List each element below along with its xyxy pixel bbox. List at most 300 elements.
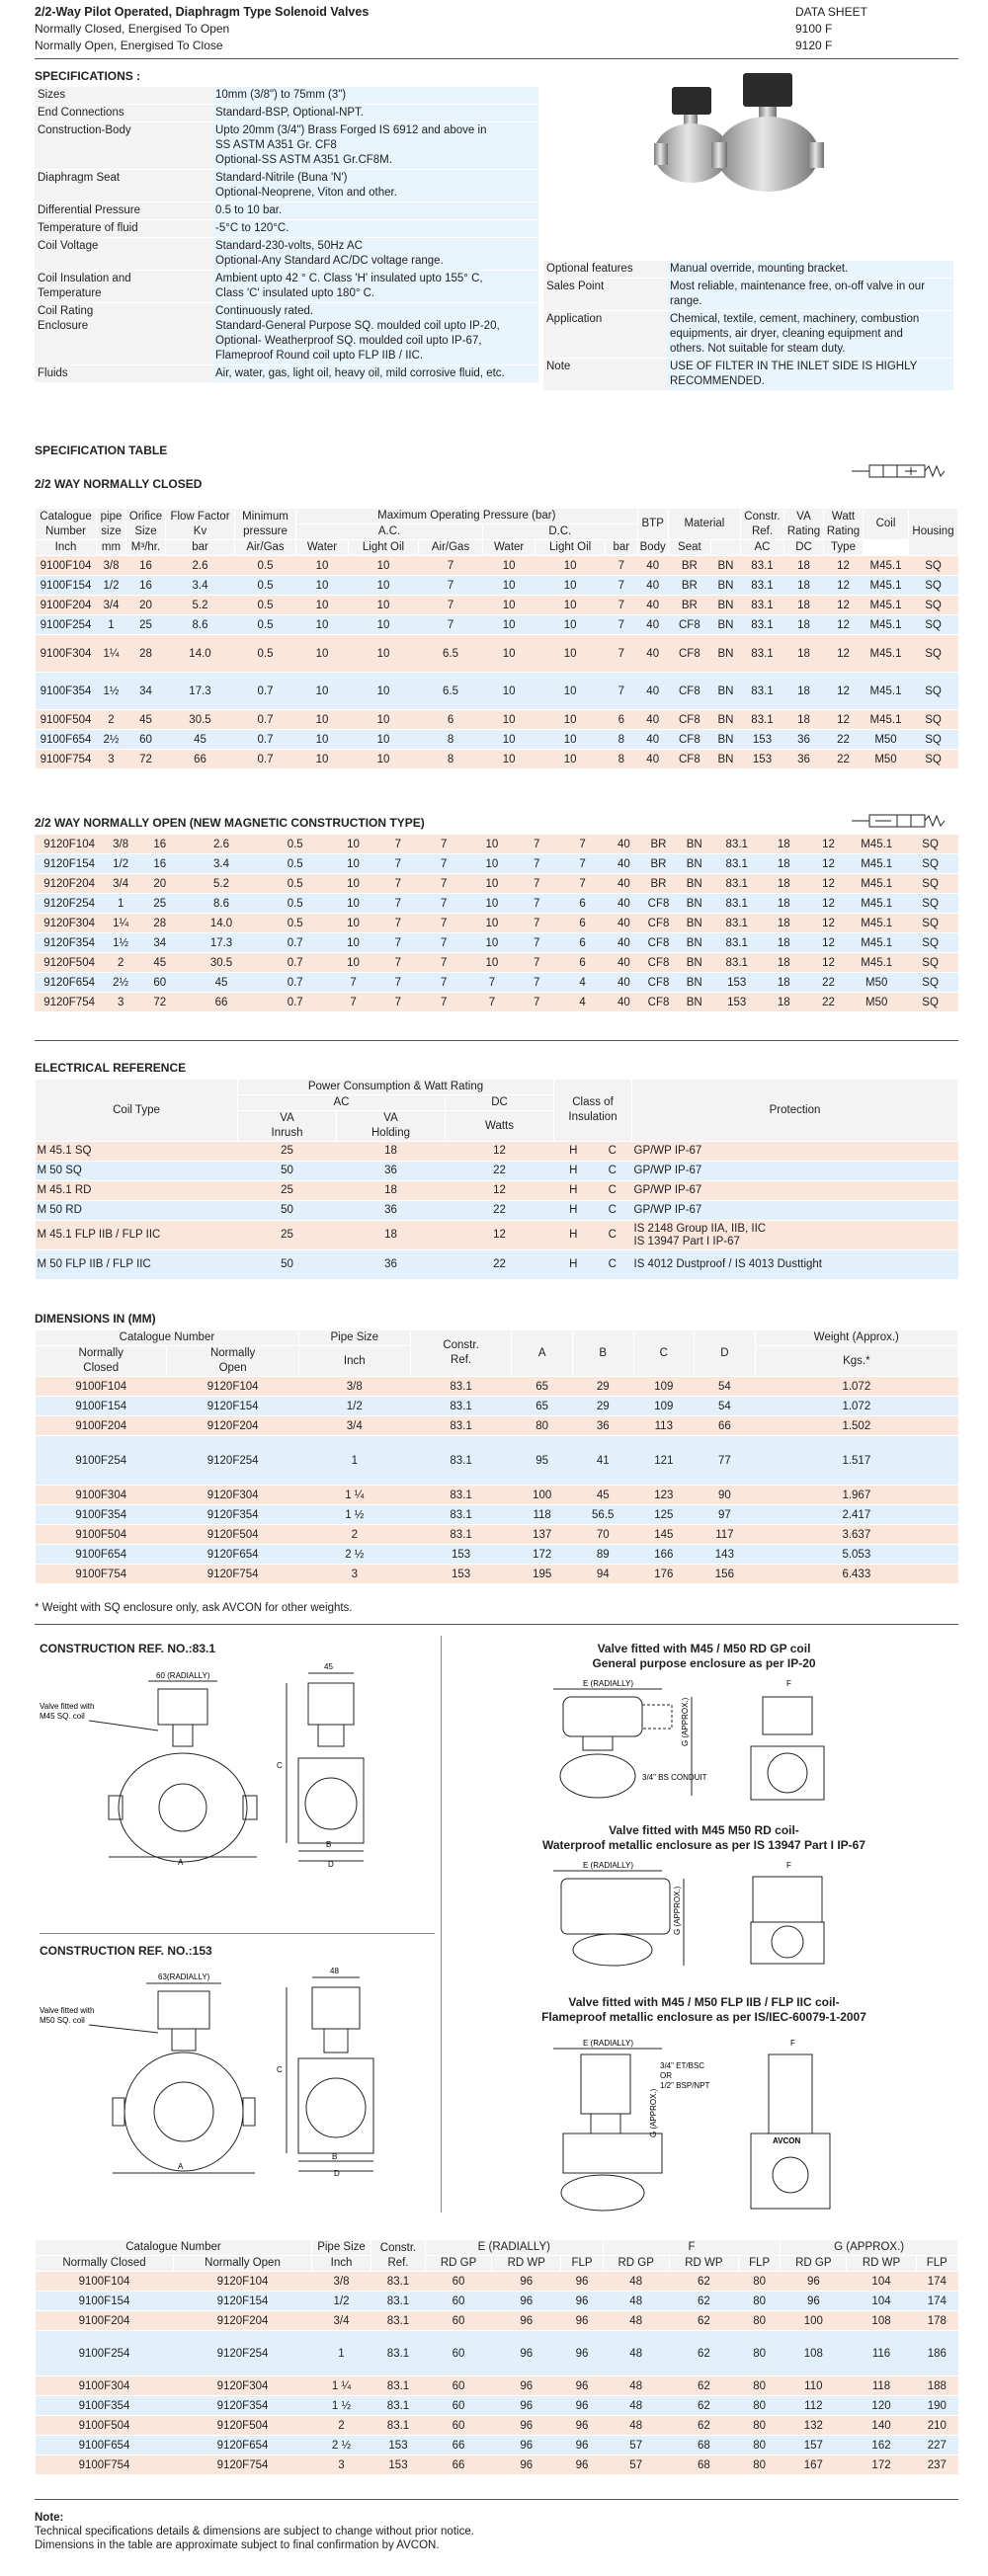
option-row [543,359,953,391]
efg-f-rdgp: RD GP [603,2256,669,2272]
no-row-cell: M45.1 [851,953,902,973]
efg-col-no: Normally Open [174,2256,312,2272]
dims-cell: 156 [695,1565,756,1584]
spec-value: 0.5 to 10 bar. [212,202,538,220]
no-row-cell: SQ [902,933,958,953]
unit-cell: AC [741,540,784,556]
efg-cell: 96 [561,2331,603,2376]
no-row-cell: CF8 [640,973,676,993]
nc-row-cell: 83.1 [741,635,784,673]
col-catalogue: Catalogue Number [36,509,97,540]
spec-key: Fluids [35,365,212,383]
efg-f-rdwp: RD WP [669,2256,738,2272]
spec-table-heading: SPECIFICATION TABLE [35,443,168,457]
datasheet [35,0,958,2551]
unit-cell: Type [824,540,864,556]
nc-row [36,730,958,750]
nc-row-cell: BN [710,673,740,710]
no-row-cell: 9120F354 [35,933,104,953]
e-radially-label-1: E (RADIALLY) [583,1679,633,1688]
nc-row-cell: 10 [483,750,535,769]
nc-row-cell: 10 [349,615,419,635]
efg-cell: 9100F254 [36,2331,174,2376]
no-row-cell: 7 [516,993,558,1012]
nc-row-cell: BN [710,710,740,730]
no-row-cell: 16 [137,835,182,854]
dims-heading: DIMENSIONS IN (MM) [35,1312,156,1326]
no-row-cell: 45 [137,953,182,973]
dims-cell: 9100F154 [36,1397,167,1416]
no-row-cell: 18 [762,854,806,874]
dims-row [36,1486,958,1505]
nc-row-cell: 40 [637,635,668,673]
spec-row [35,271,538,303]
no-row-cell: M45.1 [851,914,902,933]
efg-cell: 104 [847,2272,916,2292]
nc-row-cell: 0.5 [235,576,296,596]
elec-cell: C [593,1201,632,1221]
no-row-cell: 7 [419,953,468,973]
no-row-cell: 7 [376,894,419,914]
dim-d-153: D [334,2169,340,2176]
dims-cell: 77 [695,1436,756,1486]
col-ac: A.C. [296,524,483,540]
no-row-cell: 10 [330,835,377,854]
no-row-cell: 9120F654 [35,973,104,993]
nc-row-cell: 30.5 [166,710,235,730]
no-row-cell: 7 [419,914,468,933]
efg-g-rdwp: RD WP [847,2256,916,2272]
no-row-cell: BN [677,835,712,854]
col-dc: D.C. [483,524,637,540]
efg-cell: 3/4 [312,2311,371,2331]
nc-row-cell: 40 [637,750,668,769]
no-row [35,993,958,1012]
dims-cell: 89 [572,1545,633,1565]
nc-row-cell: 10 [349,750,419,769]
nc-row-cell: 36 [784,730,824,750]
no-row-cell: 7 [376,835,419,854]
elec-cell: 50 [238,1201,337,1221]
efg-cell: 96 [492,2396,561,2416]
unit-cell: bar [166,540,235,556]
elec-col-watts: Watts [446,1111,554,1142]
no-row-cell: 12 [806,874,851,894]
nc-row-cell: 0.5 [235,635,296,673]
efg-cell: 188 [916,2376,957,2396]
no-row-cell: BR [640,874,676,894]
col-orifice: Orifice Size [126,509,166,540]
col-maxop: Maximum Operating Pressure (bar) [296,509,638,524]
no-row-cell: 40 [607,874,640,894]
no-row-cell: 40 [607,894,640,914]
elec-cell: 25 [238,1142,337,1162]
elec-cell: 25 [238,1221,337,1250]
efg-cell: 48 [603,2416,669,2436]
nc-row-cell: 17.3 [166,673,235,710]
efg-f-flp: FLP [739,2256,781,2272]
dims-cell: 118 [512,1505,573,1525]
efg-col-nc: Normally Closed [36,2256,174,2272]
efg-cell: 9120F354 [174,2396,312,2416]
nc-row-cell: 0.7 [235,730,296,750]
unit-cell: Light Oil [349,540,419,556]
efg-cell: 96 [561,2292,603,2311]
no-row-cell: 83.1 [712,953,762,973]
dims-cell: 80 [512,1416,573,1436]
dims-cell: 113 [633,1416,695,1436]
no-row-cell: 7 [516,835,558,854]
no-row-cell: 12 [806,953,851,973]
efg-cell: 1 ¼ [312,2376,371,2396]
nc-row-cell: 10 [535,730,606,750]
nc-row-cell: 18 [784,615,824,635]
spec-value: Ambient upto 42 ° C. Class 'H' insulated upto 155° C, Class 'C' insulated upto 180° C. [212,271,538,303]
nc-row-cell: 9100F504 [36,710,97,730]
no-row-cell: 0.7 [261,953,330,973]
spec-key: Coil Insulation and Temperature [35,271,212,303]
enclosure-flp-drawing [543,2039,899,2214]
col-housing: Housing [909,509,958,556]
col-minp: Minimum pressure [235,509,296,540]
elec-cell: 22 [446,1250,554,1280]
spec-key: Construction-Body [35,122,212,170]
nc-row-cell: 6.5 [418,673,482,710]
radial-60-label: 60 (RADIALLY) [156,1671,210,1680]
nc-row-cell: BN [710,635,740,673]
efg-cell: 62 [669,2331,738,2376]
constr-831-drawing [40,1659,435,1867]
spec-row [35,105,538,122]
nc-row-cell: 10 [349,556,419,576]
dim-a: A [178,1858,184,1867]
doc-type: DATA SHEET [795,5,867,19]
dims-cell: 83.1 [410,1397,512,1416]
elec-cell: IS 4012 Dustproof / IS 4013 Dusttight [632,1250,958,1280]
no-row-cell: M45.1 [851,835,902,854]
efg-cell: 60 [426,2376,492,2396]
elec-row [36,1181,958,1201]
no-row-cell: 10 [468,874,516,894]
dims-cell: 172 [512,1545,573,1565]
dims-cell: 9120F354 [167,1505,298,1525]
brand-mark: AVCON [773,2136,801,2145]
dims-cell: 54 [695,1397,756,1416]
dims-cell: 3/8 [298,1377,410,1397]
nc-row-cell: BN [710,615,740,635]
no-row-cell: 83.1 [712,914,762,933]
dims-cell: 195 [512,1565,573,1584]
no-row-cell: 18 [762,914,806,933]
spec-row [35,303,538,365]
elec-cell: 12 [446,1181,554,1201]
nc-row-cell: 10 [349,596,419,615]
dims-row [36,1416,958,1436]
nc-row-cell: BN [710,596,740,615]
no-row-cell: 0.7 [261,993,330,1012]
no-row-cell: SQ [902,993,958,1012]
no-row-cell: 72 [137,993,182,1012]
efg-cell: 48 [603,2396,669,2416]
efg-cell: 9120F154 [174,2292,312,2311]
nc-row-cell: 18 [784,635,824,673]
no-row-cell: 6 [558,953,608,973]
nc-row-cell: 18 [784,556,824,576]
no-row-cell: 7 [376,973,419,993]
elec-col-coil: Coil Type [36,1080,238,1142]
nc-row-cell: 8 [418,730,482,750]
no-row-cell: 7 [468,973,516,993]
no-row-cell: 7 [419,993,468,1012]
page-header [35,0,958,59]
efg-cell: 96 [492,2331,561,2376]
unit-cell: Inch [36,540,97,556]
nc-row-cell: 40 [637,730,668,750]
efg-cell: 9100F304 [36,2376,174,2396]
efg-cell: 60 [426,2292,492,2311]
nc-row-cell: 16 [126,576,166,596]
elec-cell: GP/WP IP-67 [632,1162,958,1181]
nc-row-cell: 10 [535,556,606,576]
efg-cell: 57 [603,2455,669,2475]
efg-col-e: E (RADIALLY) [426,2240,604,2256]
no-row-cell: 7 [468,993,516,1012]
elec-cell: H [554,1181,594,1201]
dims-cell: 117 [695,1525,756,1545]
no-row-cell: CF8 [640,933,676,953]
efg-cell: 48 [603,2331,669,2376]
nc-row-cell: 40 [637,615,668,635]
elec-cell: 36 [337,1201,446,1221]
dims-row [36,1545,958,1565]
elec-cell: 50 [238,1250,337,1280]
efg-col-constr: Constr. Ref. [371,2240,426,2272]
nc-row-cell: M45.1 [864,556,909,576]
efg-row [36,2396,958,2416]
nc-row-cell: CF8 [668,615,710,635]
dim-d: D [328,1860,334,1867]
efg-cell: 48 [603,2311,669,2331]
no-row-cell: 6 [558,914,608,933]
option-value: Chemical, textile, cement, machinery, combustion equipments, air dryer, cleaning equipment and others. Not suitable for steam duty. [667,311,953,359]
elec-col-class: Class of Insulation [554,1080,632,1142]
dims-cell: 125 [633,1505,695,1525]
nc-row-cell: 7 [606,615,638,635]
dims-cell: 36 [572,1416,633,1436]
efg-cell: 62 [669,2311,738,2331]
spec-row [35,238,538,271]
efg-cell: 210 [916,2416,957,2436]
no-row-cell: 7 [516,933,558,953]
nc-row-cell: 20 [126,596,166,615]
efg-cell: 9100F354 [36,2396,174,2416]
no-row [35,874,958,894]
dims-col-pipe: Pipe Size [298,1330,410,1346]
dim-c-153: C [277,2065,283,2074]
no-row-cell: SQ [902,953,958,973]
dims-cell: 2 ½ [298,1545,410,1565]
efg-row [36,2331,958,2376]
efg-cell: 9120F254 [174,2331,312,2376]
efg-cell: 178 [916,2311,957,2331]
no-row-cell: 4 [558,973,608,993]
option-row [543,279,953,311]
efg-cell: 68 [669,2455,738,2475]
no-row-cell: 2 [104,953,137,973]
spec-row [35,365,538,383]
nc-row-cell: 10 [535,635,606,673]
nc-row-cell: 12 [824,576,864,596]
dims-cell: 2.417 [755,1505,957,1525]
nc-row [36,556,958,576]
no-row-cell: SQ [902,894,958,914]
unit-cell [710,540,740,556]
col-va: VA Rating [784,509,824,540]
dims-col-kgs: Kgs.* [755,1346,957,1377]
efg-col-pipe: Pipe Size [312,2240,371,2256]
enclosure-rd-wp-caption: Valve fitted with M45 M50 RD coil- Waterproof metallic enclosure as per IS 13947 Part I IP-67 [541,1823,866,1852]
options-table [543,261,953,391]
nc-row-cell: 7 [606,673,638,710]
dims-cell: 9120F504 [167,1525,298,1545]
no-row-cell: 12 [806,854,851,874]
unit-cell: M³/hr. [126,540,166,556]
no-row-cell: 2.6 [182,835,260,854]
efg-cell: 96 [781,2292,847,2311]
dims-cell: 83.1 [410,1436,512,1486]
no-row-cell: M45.1 [851,874,902,894]
efg-cell: 62 [669,2416,738,2436]
efg-cell: 9100F154 [36,2292,174,2311]
efg-cell: 62 [669,2396,738,2416]
nc-row-cell: 9100F154 [36,576,97,596]
dim-b-153: B [332,2152,338,2161]
elec-cell: 50 [238,1162,337,1181]
dims-cell: 94 [572,1565,633,1584]
efg-row [36,2376,958,2396]
dims-cell: 109 [633,1397,695,1416]
no-row-cell: 7 [516,914,558,933]
unit-cell: bar [606,540,638,556]
nc-table [35,508,958,769]
nc-row-cell: 153 [741,750,784,769]
no-row-cell: 7 [516,973,558,993]
dims-cell: 9120F104 [167,1377,298,1397]
constr-153-heading: CONSTRUCTION REF. NO.:153 [40,1944,212,1958]
efg-cell: 57 [603,2436,669,2455]
no-row-cell: 10 [468,933,516,953]
f-label-2: F [786,1861,791,1870]
nc-row-cell: 9100F254 [36,615,97,635]
no-row-cell: 7 [330,993,377,1012]
no-row-cell: 3/4 [104,874,137,894]
efg-cell: 96 [561,2376,603,2396]
nc-row-cell: 83.1 [741,596,784,615]
efg-cell: 162 [847,2436,916,2455]
efg-cell: 83.1 [371,2272,426,2292]
dims-cell: 97 [695,1505,756,1525]
no-row-cell: SQ [902,854,958,874]
nc-row-cell: 66 [166,750,235,769]
no-row-cell: CF8 [640,894,676,914]
no-row-cell: 10 [468,914,516,933]
nc-row-cell: M50 [864,730,909,750]
dims-row [36,1436,958,1486]
col-flow: Flow Factor Kv [166,509,235,540]
efg-cell: 118 [847,2376,916,2396]
nc-row-cell: 2.6 [166,556,235,576]
width-48-label: 48 [330,1967,339,1975]
dims-cell: 54 [695,1377,756,1397]
efg-cell: 80 [739,2455,781,2475]
no-row-cell: M45.1 [851,854,902,874]
nc-row-cell: BR [668,556,710,576]
efg-cell: 62 [669,2292,738,2311]
efg-cell: 48 [603,2292,669,2311]
no-row-cell: 45 [182,973,260,993]
efg-cell: 108 [847,2311,916,2331]
no-row-cell: 0.5 [261,894,330,914]
no-row-cell: 1 [104,894,137,914]
nc-row [36,596,958,615]
dims-cell: 45 [572,1486,633,1505]
efg-cell: 96 [561,2416,603,2436]
unit-cell: Air/Gas [418,540,482,556]
no-row-cell: 7 [516,953,558,973]
efg-cell: 96 [561,2311,603,2331]
dims-row [36,1525,958,1545]
efg-cell: 60 [426,2311,492,2331]
nc-row-cell: 83.1 [741,673,784,710]
efg-cell: 172 [847,2455,916,2475]
no-row-cell: 18 [762,894,806,914]
efg-cell: 66 [426,2436,492,2455]
dims-cell: 6.433 [755,1565,957,1584]
dims-col-constr: Constr. Ref. [410,1330,512,1377]
nc-row-cell: 18 [784,710,824,730]
no-row-cell: 9120F504 [35,953,104,973]
dims-cell: 5.053 [755,1545,957,1565]
note-block [35,2511,474,2552]
dims-cell: 83.1 [410,1416,512,1436]
efg-cell: 116 [847,2331,916,2376]
nc-row-cell: 10 [483,730,535,750]
dims-cell: 166 [633,1545,695,1565]
no-row-cell: 1/2 [104,854,137,874]
no-row-cell: 1½ [104,933,137,953]
no-row-cell: 18 [762,953,806,973]
dim-c: C [277,1761,283,1770]
efg-e-rdwp: RD WP [492,2256,561,2272]
no-row-cell: BN [677,933,712,953]
efg-cell: 80 [739,2292,781,2311]
e-radially-label-2: E (RADIALLY) [583,1861,633,1870]
no-row-cell: 30.5 [182,953,260,973]
no-row-cell: 10 [330,874,377,894]
efg-cell: 80 [739,2436,781,2455]
dims-col-inch: Inch [298,1346,410,1377]
nc-row-cell: 60 [126,730,166,750]
no-row-cell: 40 [607,953,640,973]
f-label-1: F [786,1679,791,1688]
col-material: Material [668,509,740,540]
no-row-cell: 7 [419,933,468,953]
spec-key: Differential Pressure [35,202,212,220]
nc-row-cell: 12 [824,673,864,710]
dims-cell: 121 [633,1436,695,1486]
no-row-cell: BN [677,894,712,914]
elec-row [36,1221,958,1250]
